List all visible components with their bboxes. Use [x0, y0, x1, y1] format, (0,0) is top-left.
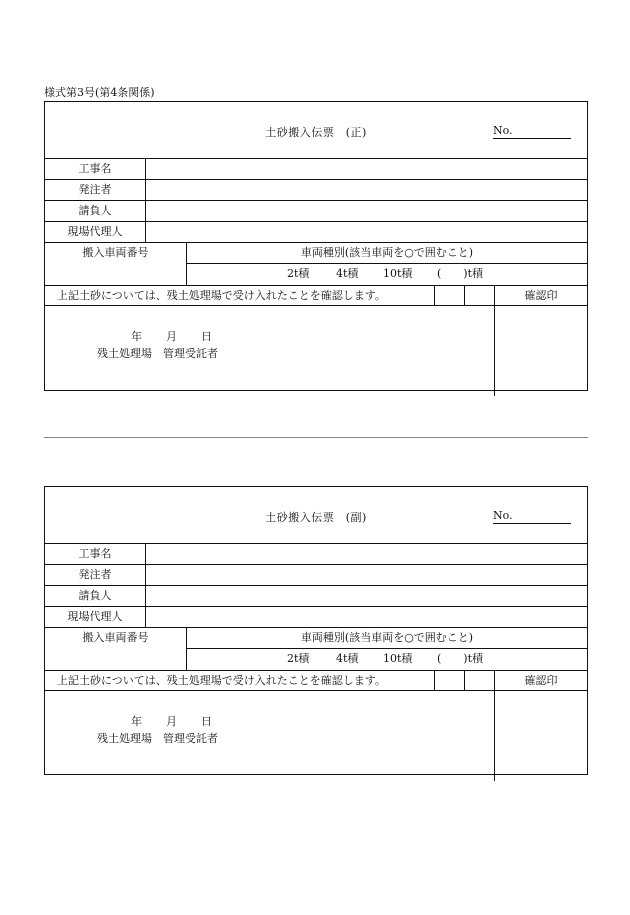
- construction-name-row[interactable]: [45, 159, 587, 180]
- year-label: 年: [131, 715, 142, 728]
- vehicle-plate-label: 搬入車両番号: [82, 246, 149, 259]
- client-row[interactable]: [45, 565, 587, 586]
- seal-column-divider: [494, 691, 495, 781]
- year-label: 年: [131, 330, 142, 343]
- confirmation-statement: 上記土砂については、残土処理場で受け入れたことを確認します。: [57, 674, 386, 687]
- site-agent-label: 現場代理人: [45, 222, 146, 242]
- construction-name-label: 工事名: [45, 544, 146, 564]
- slip-original: [44, 101, 588, 391]
- site-agent-label: 現場代理人: [45, 607, 146, 627]
- signature-area[interactable]: [45, 691, 587, 781]
- vehicle-type-options: [187, 264, 587, 284]
- site-manager-label: 残土処理場 管理受託者: [97, 347, 218, 360]
- client-label: 発注者: [45, 565, 146, 585]
- slip-title: 土砂搬入伝票 (正): [265, 126, 367, 139]
- seal-label: 確認印: [524, 674, 558, 687]
- month-label: 月: [166, 330, 177, 343]
- client-label: 発注者: [45, 180, 146, 200]
- confirmation-row: [45, 286, 587, 306]
- date-field: [131, 328, 212, 344]
- contractor-row[interactable]: [45, 201, 587, 222]
- option-4t[interactable]: 4t積: [336, 652, 359, 665]
- vehicle-type-label: 車両種別(該当車両を○で囲むこと): [300, 246, 474, 259]
- vehicle-type-options: [187, 649, 587, 669]
- confirmation-statement: 上記土砂については、残土処理場で受け入れたことを確認します。: [57, 289, 386, 302]
- option-2t[interactable]: 2t積: [287, 652, 310, 665]
- site-manager-label: 残土処理場 管理受託者: [97, 732, 218, 745]
- day-label: 日: [201, 330, 212, 343]
- slip-title: 土砂搬入伝票 (副): [265, 511, 367, 524]
- construction-name-label: 工事名: [45, 159, 146, 179]
- slip-duplicate: [44, 486, 588, 775]
- option-other-t[interactable]: ( )t積: [437, 267, 484, 280]
- seal-column-divider: [494, 306, 495, 396]
- blank-cell-divider: [434, 286, 435, 305]
- blank-cell-divider: [464, 286, 465, 305]
- option-10t[interactable]: 10t積: [383, 267, 413, 280]
- slip-number-label: No.: [493, 509, 513, 522]
- option-10t[interactable]: 10t積: [383, 652, 413, 665]
- contractor-label: 請負人: [45, 586, 146, 606]
- blank-cell-divider: [464, 671, 465, 690]
- slip-number-field[interactable]: [493, 124, 571, 139]
- month-label: 月: [166, 715, 177, 728]
- seal-label: 確認印: [524, 289, 558, 302]
- vehicle-section: [45, 243, 587, 286]
- day-label: 日: [201, 715, 212, 728]
- vehicle-plate-label: 搬入車両番号: [82, 631, 149, 644]
- signature-area[interactable]: [45, 306, 587, 396]
- site-agent-row[interactable]: [45, 222, 587, 243]
- client-row[interactable]: [45, 180, 587, 201]
- blank-cell-divider: [434, 671, 435, 690]
- contractor-label: 請負人: [45, 201, 146, 221]
- slip-header: [45, 102, 587, 159]
- option-other-t[interactable]: ( )t積: [437, 652, 484, 665]
- option-2t[interactable]: 2t積: [287, 267, 310, 280]
- construction-name-row[interactable]: [45, 544, 587, 565]
- contractor-row[interactable]: [45, 586, 587, 607]
- slip-number-field[interactable]: [493, 509, 571, 524]
- site-agent-row[interactable]: [45, 607, 587, 628]
- option-4t[interactable]: 4t積: [336, 267, 359, 280]
- cut-line: [44, 437, 588, 438]
- vehicle-section: [45, 628, 587, 671]
- confirmation-row: [45, 671, 587, 691]
- form-number-label: 様式第3号(第4条関係): [44, 86, 155, 99]
- slip-header: [45, 487, 587, 544]
- vehicle-type-label: 車両種別(該当車両を○で囲むこと): [300, 631, 474, 644]
- date-field: [131, 713, 212, 729]
- slip-number-label: No.: [493, 124, 513, 137]
